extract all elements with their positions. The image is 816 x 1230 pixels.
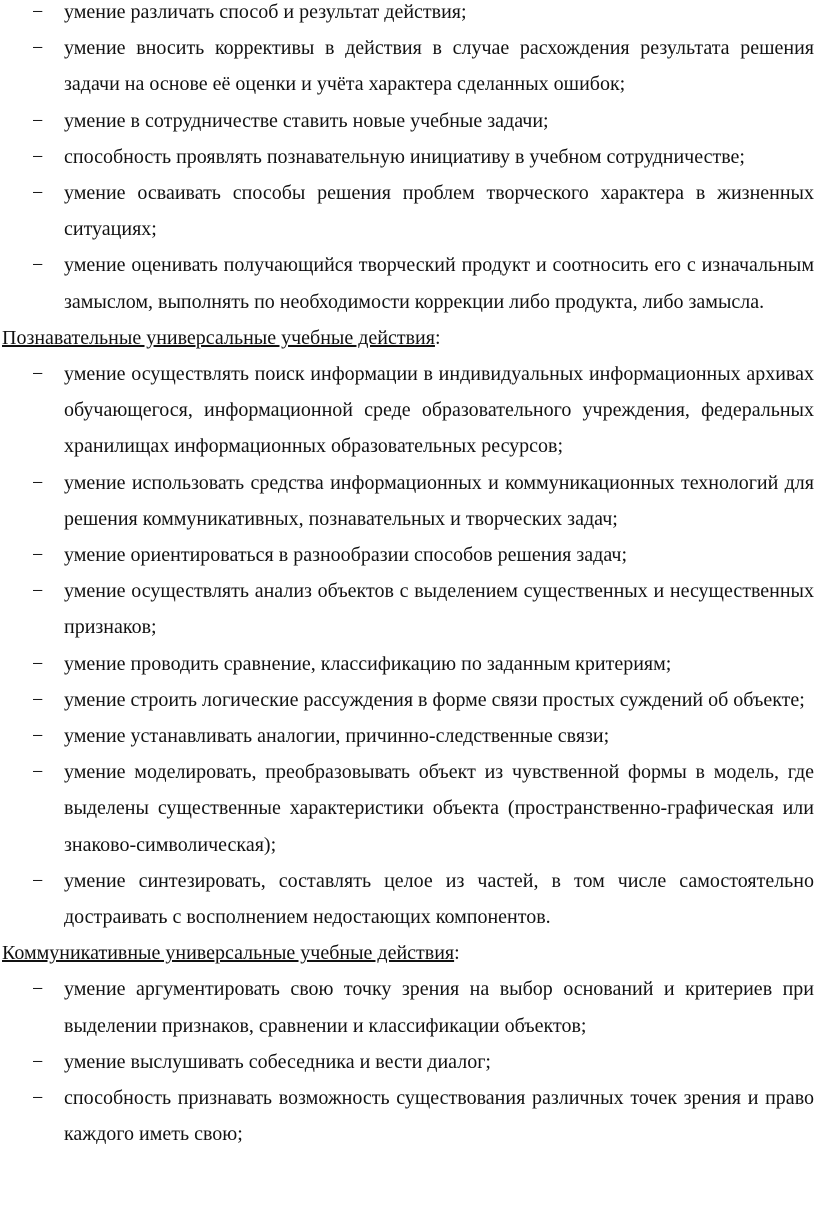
dash-bullet: − (32, 145, 44, 168)
dash-bullet: − (32, 652, 44, 675)
list-item: − умение проводить сравнение, классификацию по заданным критериям; (2, 646, 814, 682)
dash-bullet: − (32, 363, 44, 386)
dash-bullet: − (32, 1050, 44, 1073)
list-item: − умение осуществлять поиск информации в индивидуальных информационных архивах обучающегося, информационной среде образовательного учреждения, федеральных хранилищах информационных образовательных ресурсов; (2, 356, 814, 465)
dash-bullet: − (32, 725, 44, 748)
cognitive-actions-heading: Познавательные универсальные учебные действия: (2, 326, 441, 349)
dash-bullet: − (32, 580, 44, 603)
dash-bullet: − (32, 761, 44, 784)
dash-bullet: − (32, 688, 44, 711)
dash-bullet: − (32, 869, 44, 892)
list-item: − умение вносить коррективы в действия в случае расхождения результата решения задачи на основе её оценки и учёта характера сделанных ошибок; (2, 30, 814, 102)
list-item: − умение выслушивать собеседника и вести диалог; (2, 1044, 814, 1080)
cognitive-actions-list (2, 356, 814, 935)
communicative-actions-list (2, 971, 814, 1152)
dash-bullet: − (32, 37, 44, 60)
list-item: − умение моделировать, преобразовывать объект из чувственной формы в модель, где выделены существенные характеристики объекта (пространственно-графическая или знаково-символическая); (2, 754, 814, 863)
list-item: − умение осуществлять анализ объектов с выделением существенных и несущественных признаков; (2, 573, 814, 645)
list-item: − умение аргументировать свою точку зрения на выбор оснований и критериев при выделении признаков, сравнении и классификации объектов; (2, 971, 814, 1043)
dash-bullet: − (32, 544, 44, 567)
dash-bullet: − (32, 182, 44, 205)
dash-bullet: − (32, 1087, 44, 1110)
list-item: − умение оценивать получающийся творческий продукт и соотносить его с изначальным замыслом, выполнять по необходимости коррекции либо продукта, либо замысла. (2, 247, 814, 319)
list-item: − умение ориентироваться в разнообразии способов решения задач; (2, 537, 814, 573)
list-item: − умение синтезировать, составлять целое из частей, в том числе самостоятельно достраивать с восполнением недостающих компонентов. (2, 863, 814, 935)
list-item: − умение строить логические рассуждения в форме связи простых суждений об объекте; (2, 682, 814, 718)
dash-bullet: − (32, 254, 44, 277)
list-item: − умение различать способ и результат действия; (2, 0, 814, 30)
communicative-actions-heading: Коммуникативные универсальные учебные действия: (2, 942, 460, 965)
list-item: − способность признавать возможность существования различных точек зрения и право каждого иметь свою; (2, 1080, 814, 1152)
list-item: − умение осваивать способы решения проблем творческого характера в жизненных ситуациях; (2, 175, 814, 247)
list-item: − умение использовать средства информационных и коммуникационных технологий для решения коммуникативных, познавательных и творческих задач; (2, 465, 814, 537)
dash-bullet: − (32, 471, 44, 494)
list-item: − способность проявлять познавательную инициативу в учебном сотрудничестве; (2, 139, 814, 175)
regulatory-actions-list (2, 0, 814, 320)
list-item: − умение устанавливать аналогии, причинно-следственные связи; (2, 718, 814, 754)
dash-bullet: − (32, 1, 44, 23)
dash-bullet: − (32, 109, 44, 132)
dash-bullet: − (32, 978, 44, 1001)
list-item: − умение в сотрудничестве ставить новые учебные задачи; (2, 103, 814, 139)
